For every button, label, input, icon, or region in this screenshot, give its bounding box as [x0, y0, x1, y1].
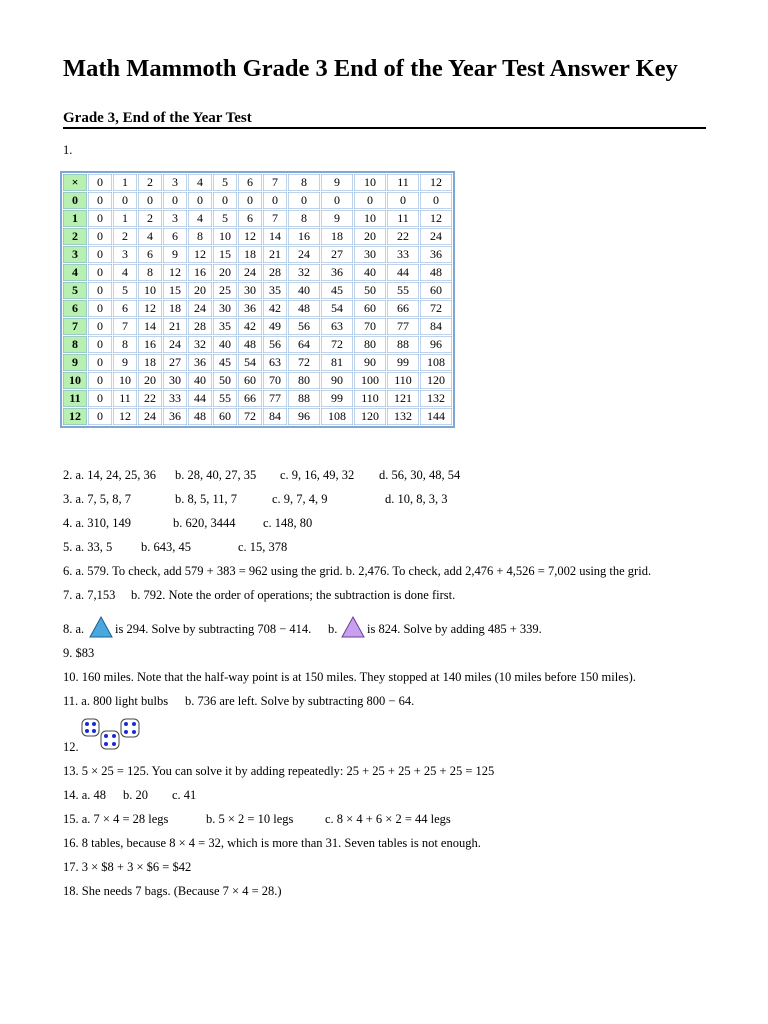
table-row-header: 11 [63, 390, 88, 408]
table-cell: 12 [238, 228, 263, 246]
answer-8b-text: is 824. Solve by adding 485 + 339. [367, 622, 542, 636]
table-cell: 5 [113, 282, 138, 300]
table-cell: 36 [238, 300, 263, 318]
answer-3c: c. 9, 7, 4, 9 [272, 492, 328, 506]
table-row-header: 1 [63, 210, 88, 228]
table-row [63, 300, 453, 318]
table-cell: 11 [113, 390, 138, 408]
table-cell: 4 [188, 210, 213, 228]
table-cell: 8 [138, 264, 163, 282]
answer-3d: d. 10, 8, 3, 3 [385, 492, 448, 506]
table-cell: 96 [420, 336, 453, 354]
table-corner-cell: × [63, 174, 88, 192]
table-cell: 40 [213, 336, 238, 354]
table-cell: 42 [238, 318, 263, 336]
table-cell: 50 [213, 372, 238, 390]
table-cell: 88 [288, 390, 321, 408]
table-cell: 80 [354, 336, 387, 354]
table-cell: 70 [354, 318, 387, 336]
table-cell: 108 [321, 408, 354, 426]
table-cell: 40 [188, 372, 213, 390]
table-cell: 33 [163, 390, 188, 408]
table-cell: 0 [163, 192, 188, 210]
table-row-header: 2 [63, 228, 88, 246]
table-cell: 40 [354, 264, 387, 282]
table-column-header: 1 [113, 174, 138, 192]
dice-icon [81, 718, 143, 752]
table-row-header: 0 [63, 192, 88, 210]
table-row-header: 5 [63, 282, 88, 300]
table-column-header: 7 [263, 174, 288, 192]
table-cell: 96 [288, 408, 321, 426]
table-cell: 0 [188, 192, 213, 210]
table-cell: 36 [420, 246, 453, 264]
table-cell: 0 [88, 318, 113, 336]
table-cell: 1 [113, 210, 138, 228]
table-column-header: 3 [163, 174, 188, 192]
table-cell: 24 [420, 228, 453, 246]
table-cell: 88 [387, 336, 420, 354]
table-cell: 77 [263, 390, 288, 408]
table-cell: 56 [288, 318, 321, 336]
table-cell: 15 [163, 282, 188, 300]
table-row-header: 7 [63, 318, 88, 336]
table-cell: 18 [238, 246, 263, 264]
table-row [63, 318, 453, 336]
table-row-header: 8 [63, 336, 88, 354]
table-cell: 5 [213, 210, 238, 228]
answer-11a: 11. a. 800 light bulbs [63, 694, 169, 708]
table-cell: 0 [88, 210, 113, 228]
table-cell: 14 [263, 228, 288, 246]
answer-3b: b. 8, 5, 11, 7 [175, 492, 238, 506]
table-cell: 36 [188, 354, 213, 372]
table-cell: 60 [354, 300, 387, 318]
table-cell: 42 [263, 300, 288, 318]
table-cell: 12 [420, 210, 453, 228]
table-header-row [63, 174, 453, 192]
answer-4b: b. 620, 3444 [173, 516, 236, 530]
answer-12: 12. [63, 740, 79, 754]
table-cell: 12 [138, 300, 163, 318]
table-cell: 12 [113, 408, 138, 426]
table-cell: 20 [188, 282, 213, 300]
table-cell: 54 [238, 354, 263, 372]
table-cell: 6 [238, 210, 263, 228]
table-cell: 20 [138, 372, 163, 390]
table-cell: 2 [138, 210, 163, 228]
table-cell: 55 [387, 282, 420, 300]
table-cell: 33 [387, 246, 420, 264]
table-cell: 40 [288, 282, 321, 300]
table-cell: 0 [138, 192, 163, 210]
table-cell: 77 [387, 318, 420, 336]
table-cell: 4 [138, 228, 163, 246]
table-cell: 16 [288, 228, 321, 246]
table-cell: 36 [163, 408, 188, 426]
table-cell: 45 [321, 282, 354, 300]
table-cell: 32 [188, 336, 213, 354]
table-cell: 30 [213, 300, 238, 318]
table-column-header: 5 [213, 174, 238, 192]
table-cell: 11 [387, 210, 420, 228]
answer-4c: c. 148, 80 [263, 516, 313, 530]
table-cell: 144 [420, 408, 453, 426]
table-cell: 28 [263, 264, 288, 282]
table-cell: 66 [238, 390, 263, 408]
table-cell: 8 [288, 210, 321, 228]
table-row [63, 390, 453, 408]
table-cell: 132 [420, 390, 453, 408]
table-cell: 45 [213, 354, 238, 372]
table-cell: 10 [113, 372, 138, 390]
table-cell: 30 [238, 282, 263, 300]
answer-14a: 14. a. 48 [63, 788, 107, 802]
answer-14b: b. 20 [123, 788, 148, 802]
table-cell: 20 [354, 228, 387, 246]
table-column-header: 4 [188, 174, 213, 192]
table-cell: 80 [288, 372, 321, 390]
table-cell: 0 [238, 192, 263, 210]
purple-triangle-icon [341, 616, 365, 638]
answer-17: 17. 3 × $8 + 3 × $6 = $42 [63, 860, 192, 874]
table-row [63, 408, 453, 426]
answer-5a: 5. a. 33, 5 [63, 540, 113, 554]
table-cell: 10 [213, 228, 238, 246]
table-cell: 6 [163, 228, 188, 246]
blue-triangle-icon [89, 616, 113, 638]
answer-8b-prefix: b. [328, 622, 338, 636]
table-cell: 14 [138, 318, 163, 336]
table-cell: 100 [354, 372, 387, 390]
table-cell: 84 [263, 408, 288, 426]
table-cell: 70 [263, 372, 288, 390]
table-row [63, 282, 453, 300]
table-cell: 0 [420, 192, 453, 210]
table-cell: 15 [213, 246, 238, 264]
table-cell: 7 [113, 318, 138, 336]
table-row [63, 336, 453, 354]
answer-15c: c. 8 × 4 + 6 × 2 = 44 legs [325, 812, 451, 826]
table-cell: 25 [213, 282, 238, 300]
table-cell: 0 [263, 192, 288, 210]
answer-15a: 15. a. 7 × 4 = 28 legs [63, 812, 169, 826]
table-column-header: 9 [321, 174, 354, 192]
table-cell: 18 [321, 228, 354, 246]
table-column-header: 2 [138, 174, 163, 192]
table-cell: 9 [321, 210, 354, 228]
table-column-header: 11 [387, 174, 420, 192]
table-cell: 66 [387, 300, 420, 318]
answer-16: 16. 8 tables, because 8 × 4 = 32, which is more than 31. Seven tables is not enough. [63, 836, 481, 850]
table-cell: 0 [88, 264, 113, 282]
table-cell: 0 [213, 192, 238, 210]
table-cell: 48 [288, 300, 321, 318]
table-cell: 20 [213, 264, 238, 282]
table-row-header: 10 [63, 372, 88, 390]
answer-11b: b. 736 are left. Solve by subtracting 800 − 64. [185, 694, 415, 708]
table-cell: 24 [163, 336, 188, 354]
table-cell: 72 [420, 300, 453, 318]
table-cell: 27 [321, 246, 354, 264]
table-cell: 132 [387, 408, 420, 426]
table-cell: 3 [163, 210, 188, 228]
table-cell: 0 [88, 354, 113, 372]
table-cell: 120 [354, 408, 387, 426]
table-cell: 12 [188, 246, 213, 264]
table-cell: 0 [354, 192, 387, 210]
answer-4a: 4. a. 310, 149 [63, 516, 132, 530]
table-row-header: 9 [63, 354, 88, 372]
table-cell: 0 [88, 192, 113, 210]
table-cell: 44 [188, 390, 213, 408]
table-cell: 7 [263, 210, 288, 228]
table-cell: 0 [288, 192, 321, 210]
answer-2a: 2. a. 14, 24, 25, 36 [63, 468, 157, 482]
die-1 [82, 719, 99, 736]
table-cell: 90 [354, 354, 387, 372]
answer-10: 10. 160 miles. Note that the half-way point is at 150 miles. They stopped at 140 miles (10 miles before 150 miles). [63, 670, 636, 684]
table-cell: 72 [288, 354, 321, 372]
table-row-header: 12 [63, 408, 88, 426]
table-cell: 8 [113, 336, 138, 354]
table-cell: 48 [420, 264, 453, 282]
table-row-header: 3 [63, 246, 88, 264]
table-cell: 63 [263, 354, 288, 372]
table-cell: 90 [321, 372, 354, 390]
table-cell: 4 [113, 264, 138, 282]
table-cell: 10 [354, 210, 387, 228]
answer-3a: 3. a. 7, 5, 8, 7 [63, 492, 132, 506]
answer-18: 18. She needs 7 bags. (Because 7 × 4 = 28.) [63, 884, 282, 898]
table-cell: 30 [163, 372, 188, 390]
table-cell: 24 [238, 264, 263, 282]
table-cell: 6 [138, 246, 163, 264]
table-row [63, 354, 453, 372]
table-row [63, 246, 453, 264]
table-cell: 0 [88, 282, 113, 300]
table-cell: 81 [321, 354, 354, 372]
answer-5c: c. 15, 378 [238, 540, 288, 554]
table-cell: 0 [88, 228, 113, 246]
answer-2d: d. 56, 30, 48, 54 [379, 468, 461, 482]
table-cell: 35 [263, 282, 288, 300]
table-cell: 60 [238, 372, 263, 390]
table-column-header: 0 [88, 174, 113, 192]
answer-8a-prefix: 8. a. [63, 622, 85, 636]
table-cell: 72 [238, 408, 263, 426]
table-cell: 18 [163, 300, 188, 318]
answer-9: 9. $83 [63, 646, 95, 660]
table-cell: 60 [420, 282, 453, 300]
table-cell: 30 [354, 246, 387, 264]
table-cell: 0 [88, 408, 113, 426]
table-cell: 60 [213, 408, 238, 426]
table-cell: 55 [213, 390, 238, 408]
answer-2b: b. 28, 40, 27, 35 [175, 468, 257, 482]
table-cell: 22 [138, 390, 163, 408]
table-cell: 84 [420, 318, 453, 336]
table-cell: 44 [387, 264, 420, 282]
table-cell: 0 [88, 300, 113, 318]
table-cell: 110 [354, 390, 387, 408]
table-cell: 21 [163, 318, 188, 336]
table-cell: 0 [88, 390, 113, 408]
table-cell: 2 [113, 228, 138, 246]
table-cell: 21 [263, 246, 288, 264]
table-cell: 16 [188, 264, 213, 282]
table-row [63, 372, 453, 390]
answer-15b: b. 5 × 2 = 10 legs [206, 812, 294, 826]
table-cell: 0 [387, 192, 420, 210]
table-row [63, 264, 453, 282]
table-cell: 50 [354, 282, 387, 300]
page-title: Math Mammoth Grade 3 End of the Year Test Answer Key [63, 55, 678, 82]
answer-8a-text: is 294. Solve by subtracting 708 − 414. [115, 622, 312, 636]
table-cell: 56 [263, 336, 288, 354]
table-cell: 0 [321, 192, 354, 210]
table-cell: 18 [138, 354, 163, 372]
table-cell: 28 [188, 318, 213, 336]
table-row [63, 210, 453, 228]
table-cell: 16 [138, 336, 163, 354]
table-cell: 121 [387, 390, 420, 408]
table-cell: 48 [188, 408, 213, 426]
table-cell: 49 [263, 318, 288, 336]
table-cell: 0 [88, 246, 113, 264]
table-row [63, 228, 453, 246]
question-1-label: 1. [63, 143, 73, 157]
table-cell: 63 [321, 318, 354, 336]
table-cell: 48 [238, 336, 263, 354]
table-cell: 24 [288, 246, 321, 264]
table-column-header: 12 [420, 174, 453, 192]
table-cell: 3 [113, 246, 138, 264]
table-cell: 0 [88, 336, 113, 354]
table-column-header: 8 [288, 174, 321, 192]
answer-13: 13. 5 × 25 = 125. You can solve it by adding repeatedly: 25 + 25 + 25 + 25 + 25 = 125 [63, 764, 495, 778]
table-row-header: 6 [63, 300, 88, 318]
table-cell: 6 [113, 300, 138, 318]
table-cell: 99 [321, 390, 354, 408]
table-cell: 24 [188, 300, 213, 318]
table-cell: 0 [88, 372, 113, 390]
table-cell: 9 [113, 354, 138, 372]
table-cell: 110 [387, 372, 420, 390]
table-row-header: 4 [63, 264, 88, 282]
table-cell: 32 [288, 264, 321, 282]
table-cell: 64 [288, 336, 321, 354]
answer-14c: c. 41 [172, 788, 197, 802]
table-cell: 10 [138, 282, 163, 300]
answer-7a: 7. a. 7,153 [63, 588, 116, 602]
table-cell: 9 [163, 246, 188, 264]
table-cell: 108 [420, 354, 453, 372]
table-cell: 27 [163, 354, 188, 372]
answer-6: 6. a. 579. To check, add 579 + 383 = 962 using the grid. b. 2,476. To check, add 2,476 + 4,526 = 7,002 using the grid. [63, 564, 652, 578]
table-cell: 36 [321, 264, 354, 282]
table-cell: 54 [321, 300, 354, 318]
table-column-header: 10 [354, 174, 387, 192]
answer-7b: b. 792. Note the order of operations; the subtraction is done first. [131, 588, 456, 602]
table-cell: 120 [420, 372, 453, 390]
table-cell: 22 [387, 228, 420, 246]
section-title: Grade 3, End of the Year Test [63, 110, 252, 126]
table-cell: 8 [188, 228, 213, 246]
table-cell: 12 [163, 264, 188, 282]
answer-2c: c. 9, 16, 49, 32 [280, 468, 355, 482]
answer-5b: b. 643, 45 [141, 540, 191, 554]
table-cell: 24 [138, 408, 163, 426]
multiplication-table [62, 173, 453, 426]
table-column-header: 6 [238, 174, 263, 192]
table-row [63, 192, 453, 210]
table-cell: 0 [113, 192, 138, 210]
table-cell: 99 [387, 354, 420, 372]
table-cell: 72 [321, 336, 354, 354]
title-divider [63, 127, 706, 129]
table-cell: 35 [213, 318, 238, 336]
